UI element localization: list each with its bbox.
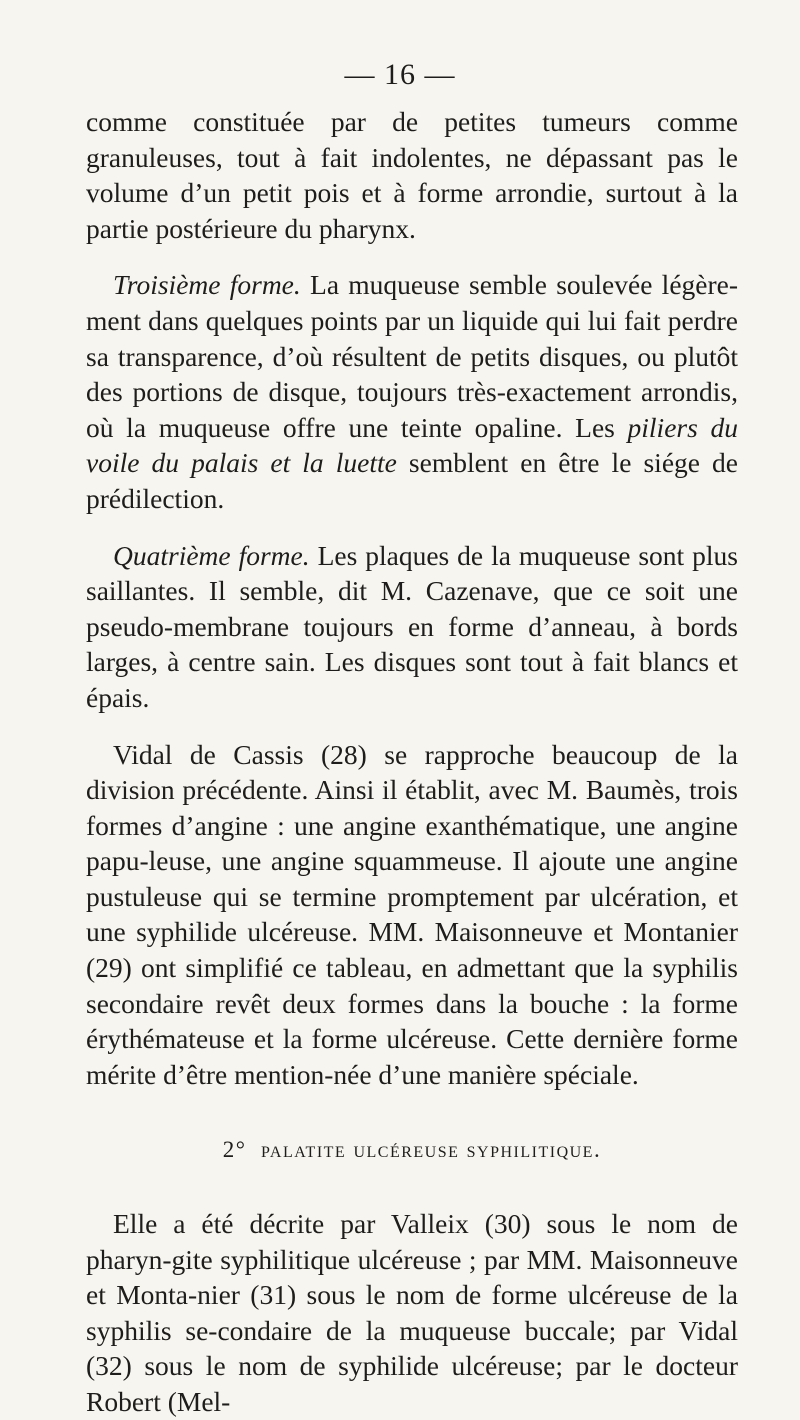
paragraph-valleix: Elle a été décrite par Valleix (30) sous le nom de pharyn-gite syphilitique ulcéreuse ; par MM. Maisonneuve et Monta-nier (31) sous le nom de forme ulcéreuse de la syphilis se-condaire de la muqueuse buccale; par Vidal (32) sous le nom de syphilide ulcéreuse; par le docteur Robert (Mel-: [86, 1208, 738, 1417]
paragraph-3-text: Les plaques de la muqueuse sont plus saillantes. Il semble, dit M. Cazenave, que ce soit une pseudo-membrane toujours en forme d’anneau, à bords larges, à centre sain. Les disques sont tout à fait blancs et épais.: [86, 539, 738, 713]
section-lead-quatrieme: Quatrième forme.: [113, 539, 310, 571]
paragraph-2-text-a: La muqueuse semble soulevée légère-ment dans quelques points par un liquide qui lui fait perdre sa transparence, d’où résultent de petits disques, ou plutôt des portions de disque, toujours très-exactement arrondis, où la muqueuse offre une teinte opaline. Les: [86, 269, 739, 443]
body-text: [86, 104, 738, 1420]
section-heading: [86, 1132, 738, 1168]
paragraph-1: comme constituée par de petites tumeurs comme granuleuses, tout à fait indolentes, ne dépassant pas le volume d’un petit pois et à forme arrondie, surtout à la partie postérieure du pharynx.: [86, 106, 738, 244]
paragraph-troisieme-forme: [86, 267, 738, 516]
paragraph-vidal: Vidal de Cassis (28) se rapproche beaucoup de la division précédente. Ainsi il établit, avec M. Baumès, trois formes d’angine : une angine exanthématique, une angine papu-leuse, une angine squammeuse. Il ajoute une angine pustuleuse qui se termine promptement par ulcération, et une syphilide ulcéreuse. MM. Maisonneuve et Montanier (29) ont simplifié ce tableau, en admettant que la syphilis secondaire revêt deux formes dans la bouche : la forme érythémateuse et la forme ulcéreuse. Cette dernière forme mérite d’être mention-née d’une manière spéciale.: [86, 738, 738, 1090]
page-number: — 16 —: [344, 58, 456, 91]
paragraph-2-italic: piliers du voile du palais et la luette: [86, 411, 738, 479]
paragraph-quatrieme-forme: [86, 538, 738, 716]
section-title: palatite ulcéreuse syphilitique.: [261, 1137, 602, 1163]
section-number: 2°: [222, 1137, 247, 1163]
paragraph-2-text-b: semblent en être le siége de prédilection.: [86, 447, 739, 514]
section-lead-troisieme: Troisième forme.: [113, 269, 301, 301]
